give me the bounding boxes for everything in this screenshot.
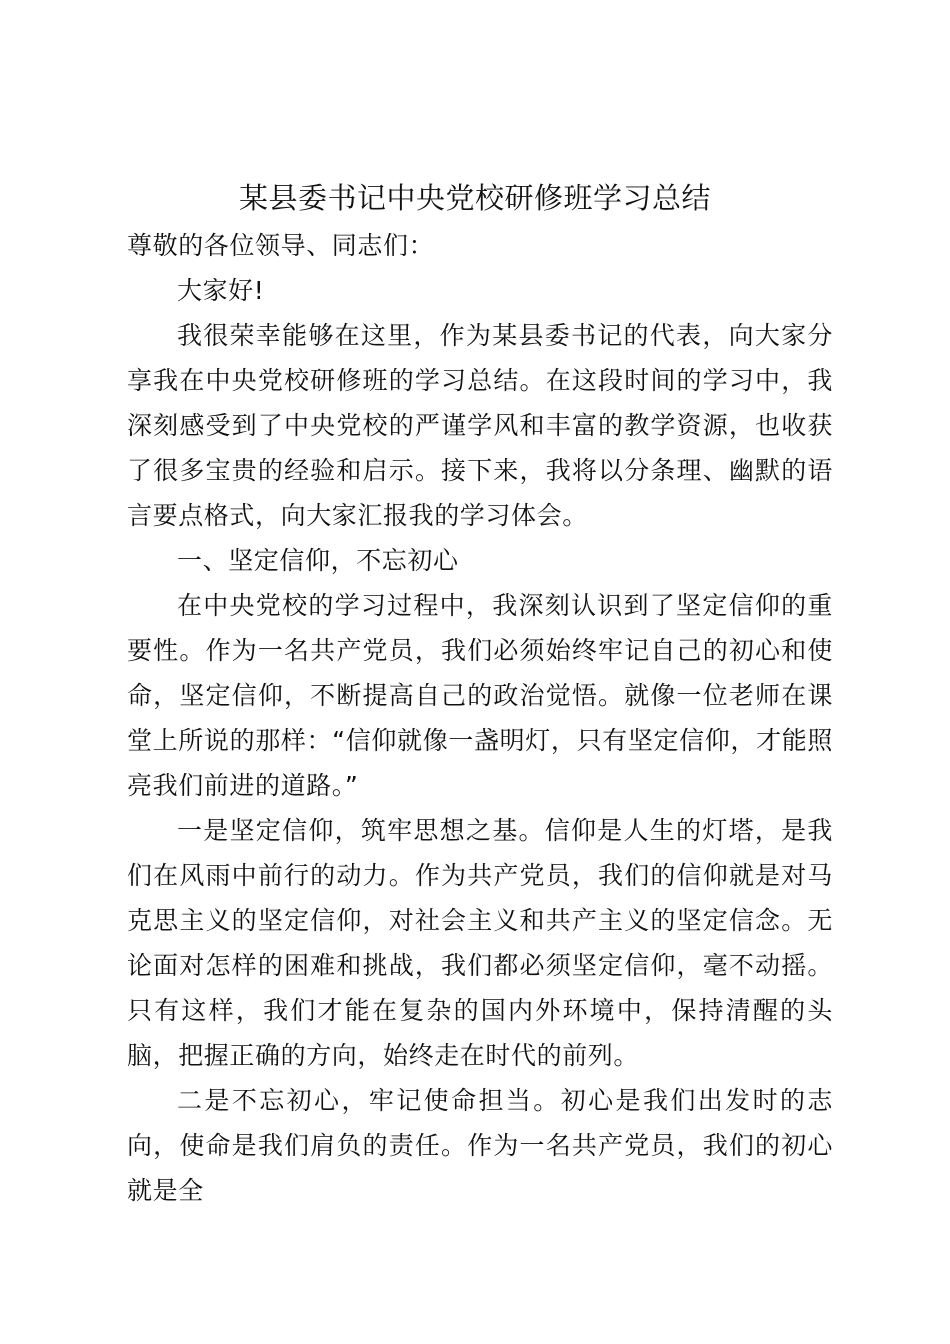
document-title: 某县委书记中央党校研修班学习总结 — [238, 181, 711, 215]
paragraph-section1-intro: 在中央党校的学习过程中，我深刻认识到了坚定信仰的重要性。作为一名共产党员，我们必须始终牢记自己的初心和使命，坚定信仰，不断提高自己的政治觉悟。就像一位老师在课堂上所说的那样：“信仰就像一盏明灯，只有坚定信仰，才能照亮我们前进的道路。” — [127, 591, 833, 800]
section-heading-1: 一、坚定信仰，不忘初心 — [177, 546, 459, 575]
paragraph-intro: 我很荣幸能够在这里，作为某县委书记的代表，向大家分享我在中央党校研修班的学习总结。在这段时间的学习中，我深刻感受到了中央党校的严谨学风和丰富的教学资源，也收获了很多宝贵的经验和启示。接下来，我将以分条理、幽默的语言要点格式，向大家汇报我的学习体会。 — [127, 321, 833, 530]
paragraph-point-1: 一是坚定信仰，筑牢思想之基。信仰是人生的灯塔，是我们在风雨中前行的动力。作为共产党员，我们的信仰就是对马克思主义的坚定信仰，对社会主义和共产主义的坚定信念。无论面对怎样的困难和挑战，我们都必须坚定信仰，毫不动摇。只有这样，我们才能在复杂的国内外环境中，保持清醒的头脑，把握正确的方向，始终走在时代的前列。 — [127, 816, 833, 1070]
document-body — [127, 223, 833, 1213]
greeting: 大家好! — [177, 276, 265, 305]
salutation: 尊敬的各位领导、同志们： — [127, 231, 435, 260]
paragraph-point-2: 二是不忘初心，牢记使命担当。初心是我们出发时的志向，使命是我们肩负的责任。作为一名共产党员，我们的初心就是全 — [127, 1086, 833, 1205]
